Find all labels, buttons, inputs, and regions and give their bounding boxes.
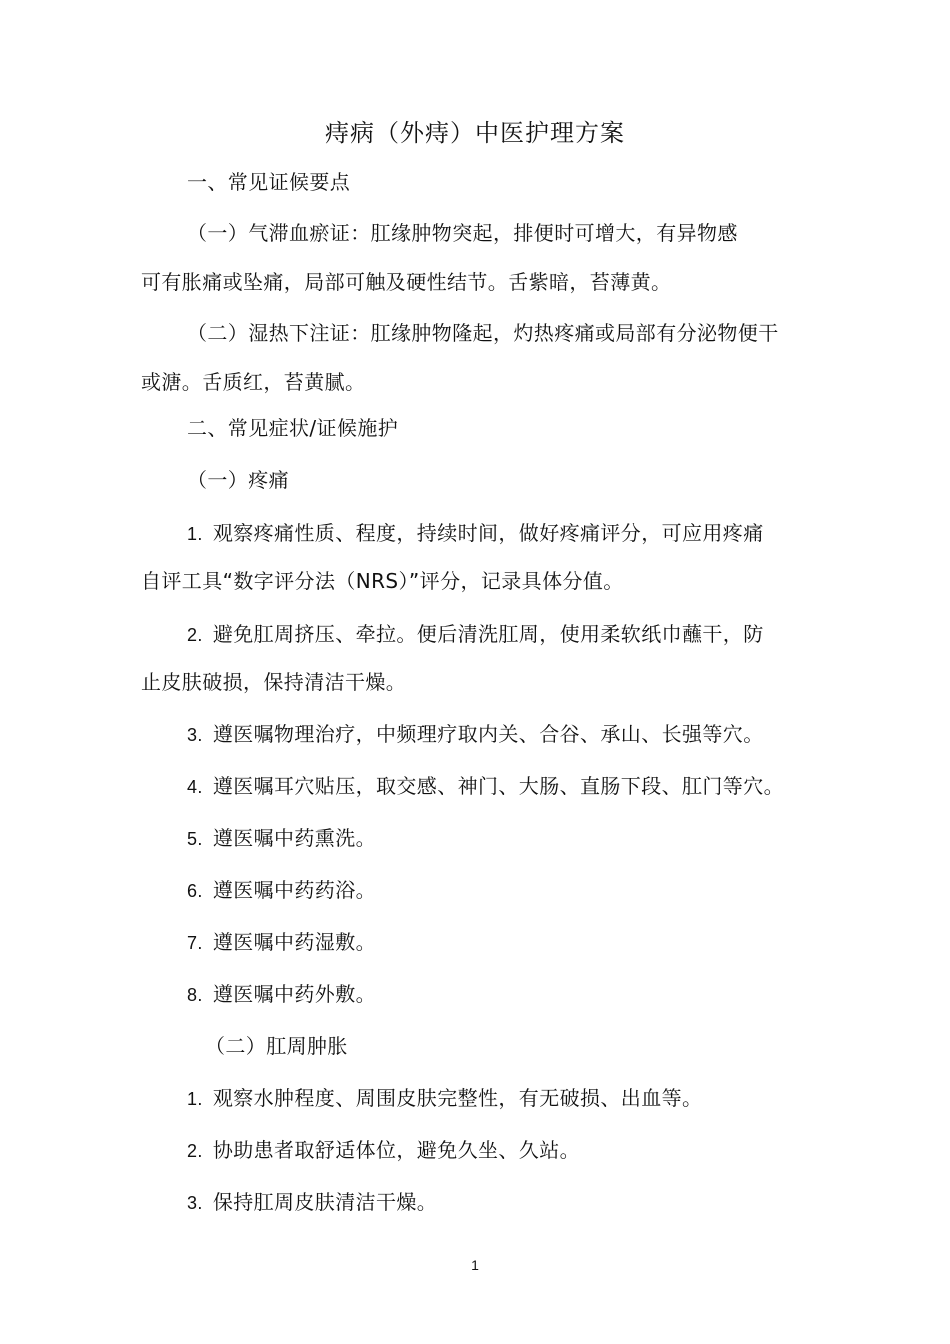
pain-item-8: [187, 980, 376, 1009]
list-item-text: 遵医嘱中药外敷。: [212, 982, 377, 1006]
list-item-text: 协助患者取舒适体位，避免久坐、久站。: [212, 1138, 581, 1162]
list-item-text: 观察水肿程度、周围皮肤完整性，有无破损、出血等。: [212, 1086, 703, 1110]
list-number: 2.: [187, 1141, 203, 1161]
list-number: 3.: [187, 1193, 203, 1213]
list-item-text: 保持肛周皮肤清洁干燥。: [212, 1190, 438, 1214]
list-number: 1.: [187, 1089, 203, 1109]
section-1-item-1-line-2: 可有胀痛或坠痛，局部可触及硬性结节。舌紫暗，苔薄黄。: [141, 270, 672, 294]
list-item-text: 遵医嘱中药药浴。: [212, 878, 377, 902]
document-title: 痔病（外痔）中医护理方案: [325, 119, 625, 147]
list-number: 7.: [187, 933, 203, 953]
subsection-pain-heading: （一）疼痛: [187, 468, 289, 492]
list-item-text: 遵医嘱耳穴贴压，取交感、神门、大肠、直肠下段、肛门等穴。: [212, 774, 785, 798]
swelling-item-2: [187, 1136, 580, 1165]
list-item-text: 遵医嘱物理治疗，中频理疗取内关、合谷、承山、长强等穴。: [212, 722, 764, 746]
section-2-heading: 二、常见症状/证候施护: [187, 416, 399, 440]
list-item-text: 避免肛周挤压、牵拉。便后清洗肛周，使用柔软纸巾蘸干，防: [212, 622, 764, 646]
swelling-item-3: [187, 1188, 437, 1217]
list-item-text: 遵医嘱中药熏洗。: [212, 826, 377, 850]
list-number: 8.: [187, 985, 203, 1005]
section-1-item-2-line-1: （二）湿热下注证：肛缘肿物隆起，灼热疼痛或局部有分泌物便干: [187, 321, 779, 345]
swelling-item-1: [187, 1084, 702, 1113]
pain-item-1-line-1: [187, 519, 764, 548]
list-number: 5.: [187, 829, 203, 849]
list-number: 2.: [187, 625, 203, 645]
list-number: 4.: [187, 777, 203, 797]
list-number: 6.: [187, 881, 203, 901]
pain-item-6: [187, 876, 376, 905]
pain-item-1-line-2: 自评工具“数字评分法（NRS）”评分，记录具体分值。: [141, 569, 624, 593]
page-number: 1: [471, 1257, 479, 1273]
pain-item-5: [187, 824, 376, 853]
pain-item-4: [187, 772, 784, 801]
list-item-text: 遵医嘱中药湿敷。: [212, 930, 377, 954]
list-number: 3.: [187, 725, 203, 745]
section-1-item-2-line-2: 或溏。舌质红，苔黄腻。: [141, 370, 366, 394]
pain-item-3: [187, 720, 764, 749]
pain-item-7: [187, 928, 376, 957]
pain-item-2-line-2: 止皮肤破损，保持清洁干燥。: [141, 670, 407, 694]
list-item-text: 观察疼痛性质、程度，持续时间，做好疼痛评分，可应用疼痛: [212, 521, 764, 545]
list-number: 1.: [187, 524, 203, 544]
pain-item-2-line-1: [187, 620, 764, 649]
subsection-swelling-heading: （二）肛周肿胀: [205, 1034, 348, 1058]
section-1-item-1-line-1: （一）气滞血瘀证：肛缘肿物突起，排便时可增大，有异物感: [187, 221, 738, 245]
section-1-heading: 一、常见证候要点: [187, 170, 351, 194]
